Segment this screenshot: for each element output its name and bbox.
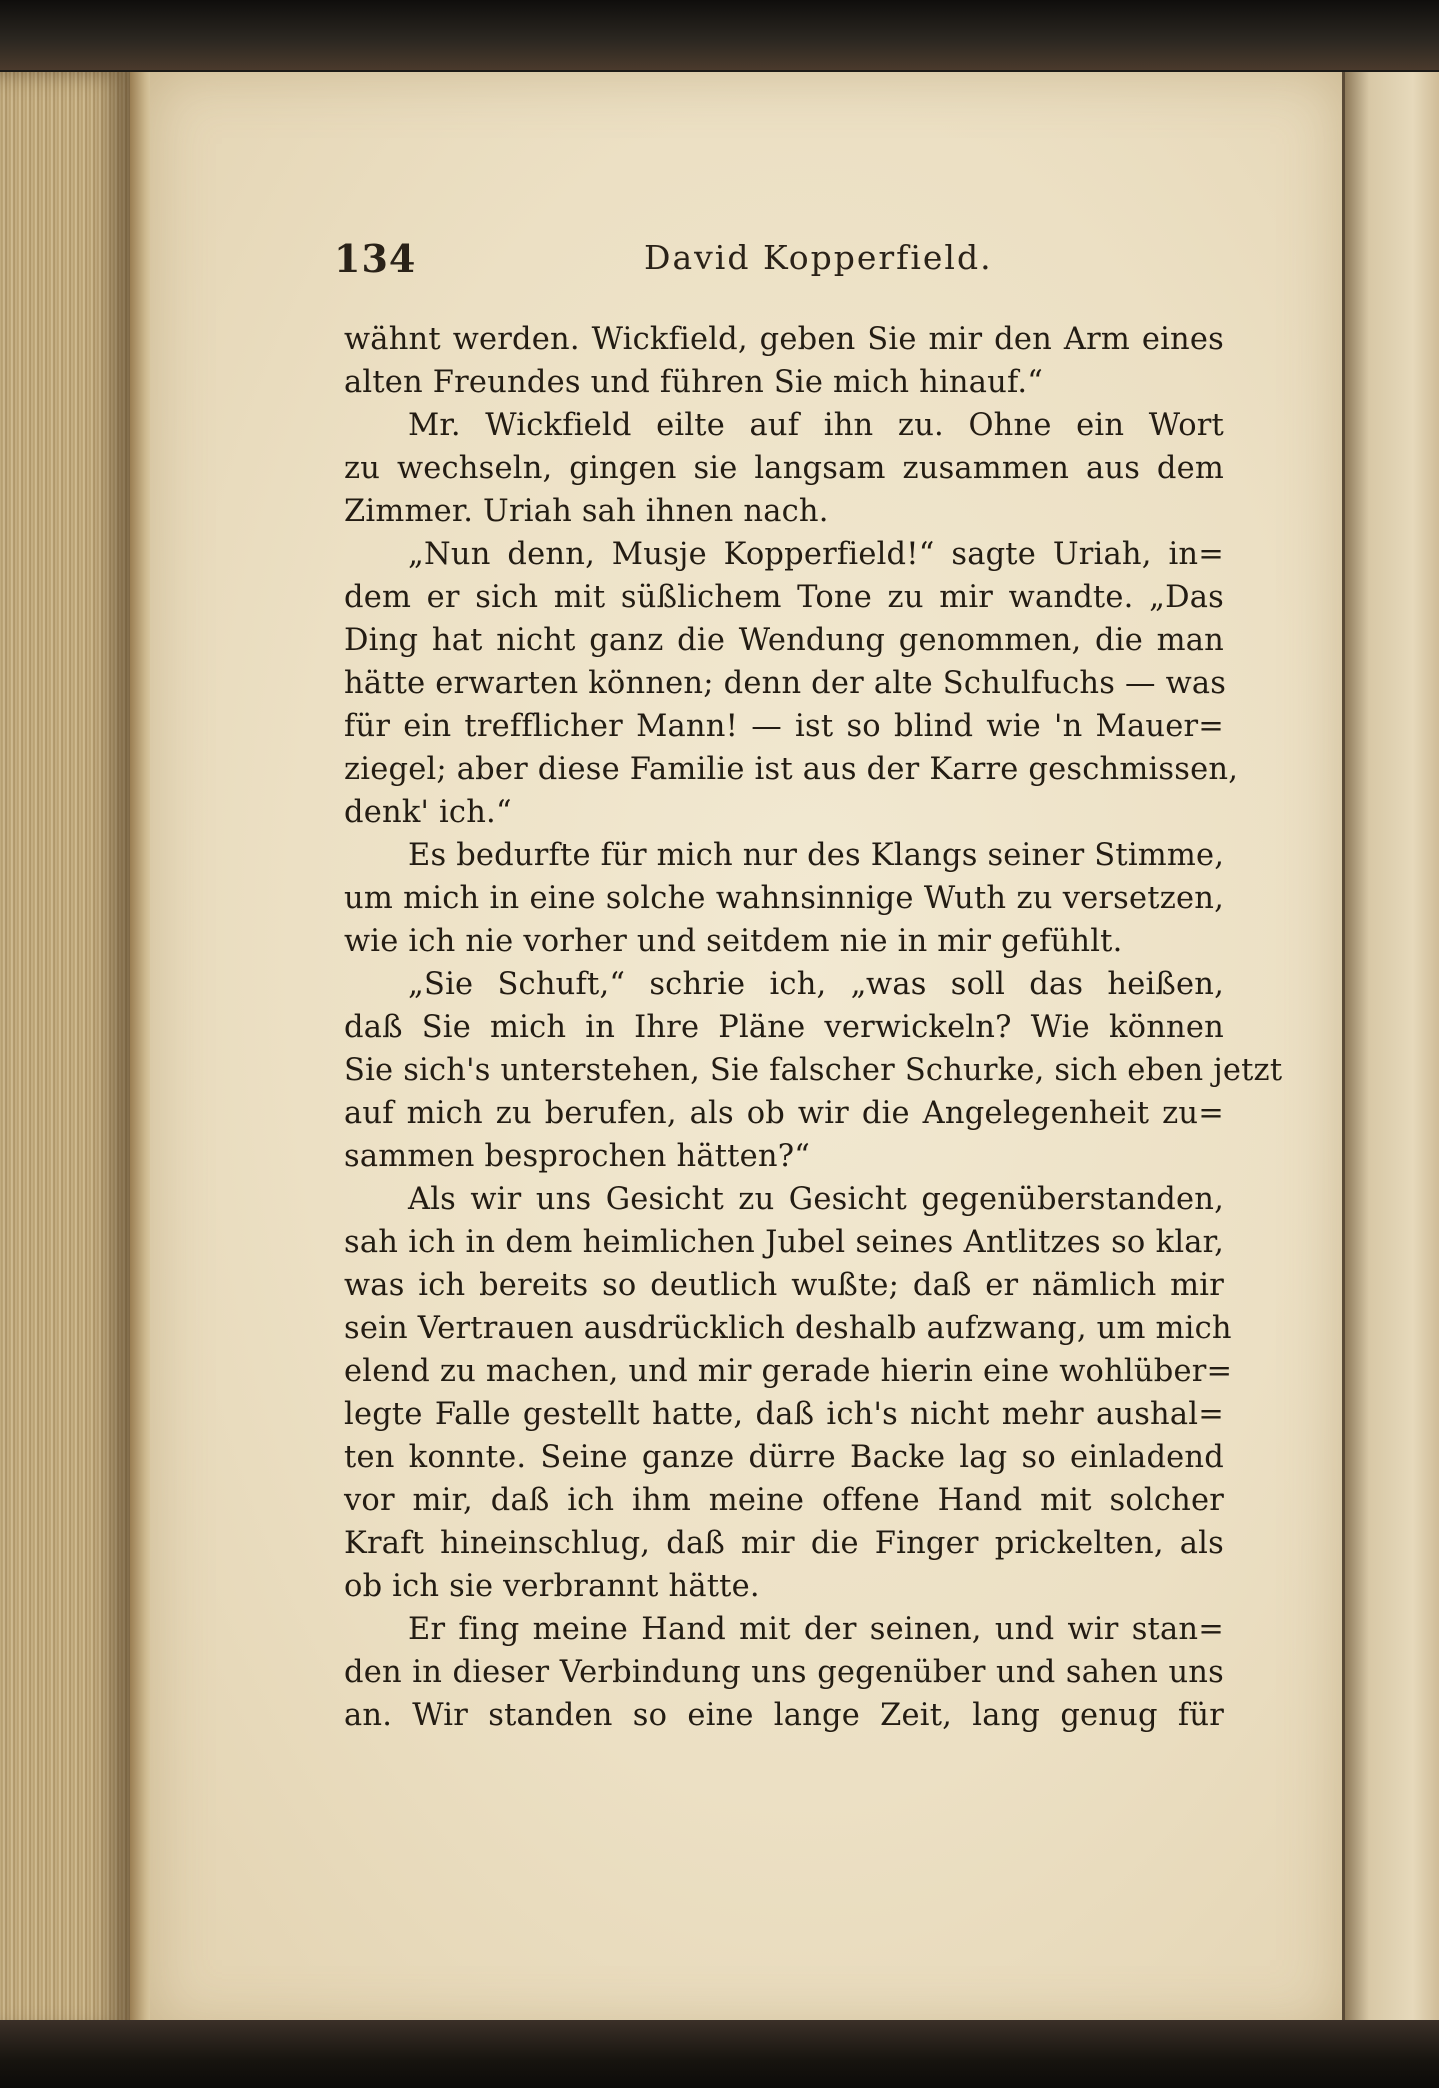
text-line: alten Freundes und führen Sie mich hinauf.“ — [344, 365, 1044, 400]
text-line: legte Falle gestellt hatte, daß ich's nicht mehr aushal= — [344, 1397, 1224, 1432]
text-line: Kraft hineinschlug, daß mir die Finger prickelten, als — [344, 1526, 1224, 1561]
text-line: Er fing meine Hand mit der seinen, und wir stan= — [408, 1612, 1224, 1647]
text-line: daß Sie mich in Ihre Pläne verwickeln? Wie können — [344, 1010, 1224, 1045]
text-line: sein Vertrauen ausdrücklich deshalb aufzwang, um mich — [344, 1311, 1232, 1346]
text-line: denk' ich.“ — [344, 795, 512, 830]
text-line: um mich in eine solche wahnsinnige Wuth zu versetzen, — [344, 881, 1224, 916]
page-number: 134 — [334, 236, 417, 281]
text-line: Ding hat nicht ganz die Wendung genommen, die man — [344, 623, 1224, 658]
text-line: Sie sich's unterstehen, Sie falscher Schurke, sich eben jetzt — [344, 1053, 1283, 1088]
text-line: was ich bereits so deutlich wußte; daß er nämlich mir — [344, 1268, 1224, 1303]
text-line: auf mich zu berufen, als ob wir die Angelegenheit zu= — [344, 1096, 1224, 1131]
book-binding-bottom — [0, 2020, 1439, 2088]
text-line: „Sie Schuft,“ schrie ich, „was soll das heißen, — [408, 967, 1224, 1002]
text-line: Mr. Wickfield eilte auf ihn zu. Ohne ein Wort — [408, 408, 1224, 443]
text-line: „Nun denn, Musje Kopperfield!“ sagte Uriah, in= — [408, 537, 1224, 572]
text-line: Es bedurfte für mich nur des Klangs seiner Stimme, — [408, 838, 1225, 873]
running-title: David Kopperfield. — [644, 238, 993, 277]
text-line: vor mir, daß ich ihm meine offene Hand mit solcher — [344, 1483, 1224, 1518]
text-line: ziegel; aber diese Familie ist aus der Karre geschmissen, — [344, 752, 1239, 787]
text-line: für ein trefflicher Mann! — ist so blind wie 'n Mauer= — [344, 709, 1224, 744]
book-binding-top — [0, 0, 1439, 70]
text-line: zu wechseln, gingen sie langsam zusammen aus dem — [344, 451, 1224, 486]
text-line: hätte erwarten können; denn der alte Schulfuchs — was — [344, 666, 1227, 701]
text-line: elend zu machen, und mir gerade hierin eine wohlüber= — [344, 1354, 1233, 1389]
text-line: dem er sich mit süßlichem Tone zu mir wandte. „Das — [344, 580, 1224, 615]
body-text — [344, 318, 1283, 1737]
text-line: sammen besprochen hätten?“ — [344, 1139, 811, 1174]
text-line: ob ich sie verbrannt hätte. — [344, 1569, 760, 1604]
text-line: sah ich in dem heimlichen Jubel seines Antlitzes so klar, — [344, 1225, 1224, 1260]
facing-page-edge — [1342, 72, 1439, 2032]
text-line: wie ich nie vorher und seitdem nie in mir gefühlt. — [344, 924, 1123, 959]
text-line: Zimmer. Uriah sah ihnen nach. — [344, 494, 829, 529]
text-line: an. Wir standen so eine lange Zeit, lang genug für — [344, 1698, 1224, 1733]
page-stack-left — [0, 72, 130, 2034]
text-line: ten konnte. Seine ganze dürre Backe lag so einladend — [344, 1440, 1224, 1475]
text-line: Als wir uns Gesicht zu Gesicht gegenüberstanden, — [408, 1182, 1224, 1217]
text-line: den in dieser Verbindung uns gegenüber und sahen uns — [344, 1655, 1224, 1690]
text-line: wähnt werden. Wickfield, geben Sie mir den Arm eines — [344, 322, 1224, 357]
